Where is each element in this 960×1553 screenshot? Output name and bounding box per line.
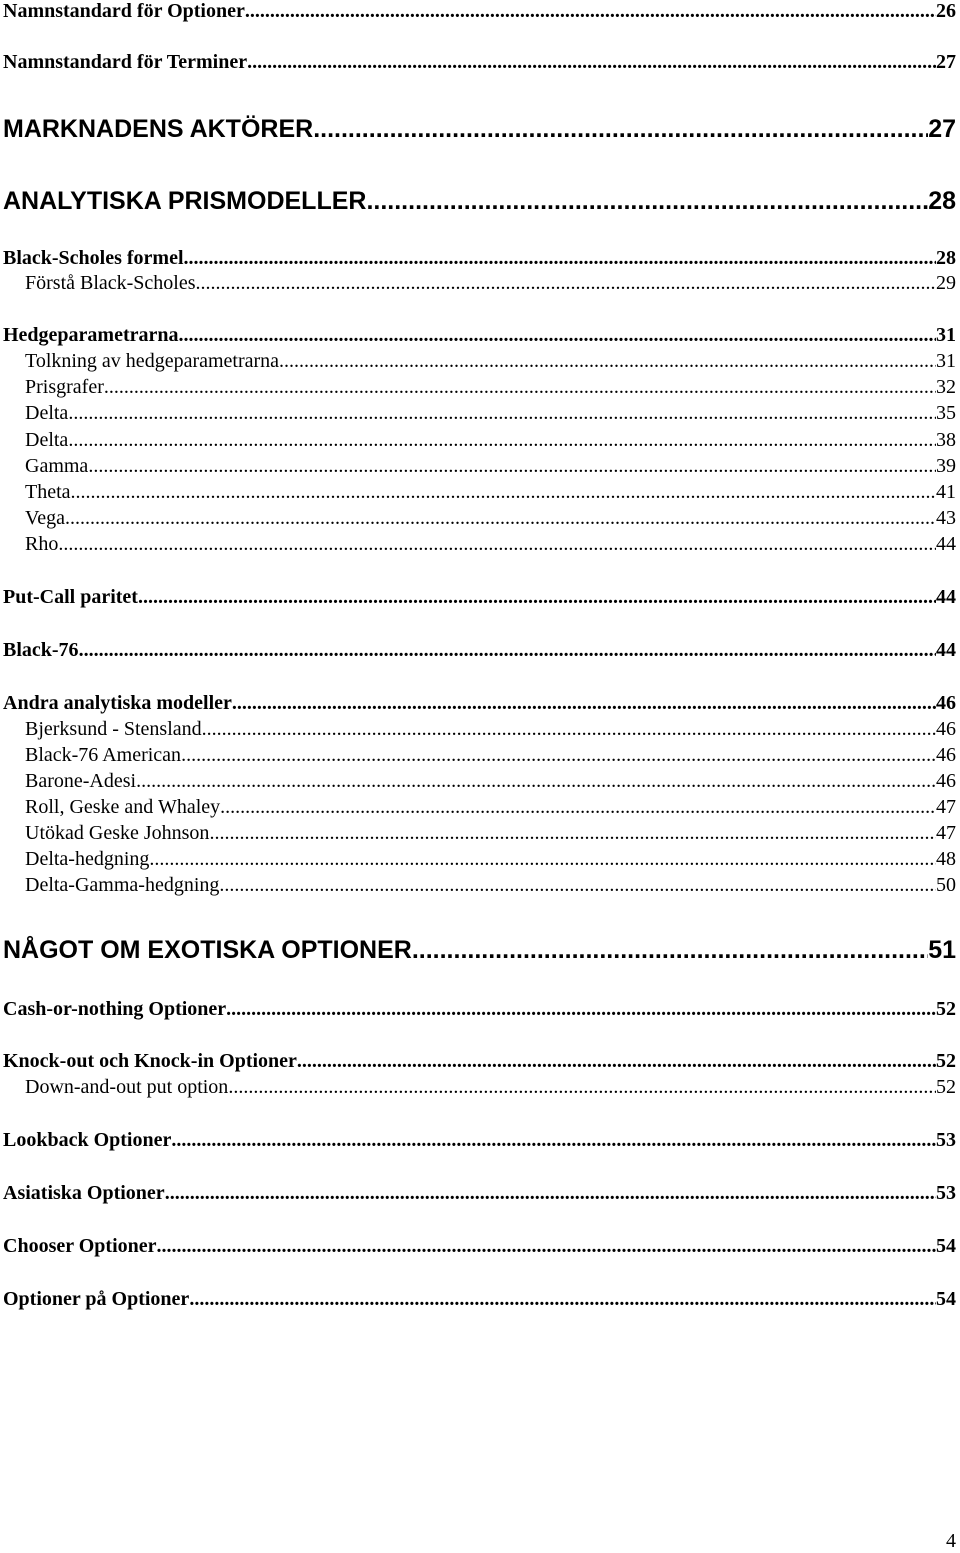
- dot-leader: [247, 51, 936, 74]
- dot-leader: [313, 115, 928, 144]
- toc-entry-page: 46: [936, 692, 956, 714]
- toc-entry-page: 51: [928, 936, 956, 964]
- toc-entry-label: Prisgrafer: [25, 376, 104, 398]
- toc-entry-label: Rho: [25, 533, 59, 555]
- toc-entry[interactable]: [3, 187, 956, 216]
- dot-leader: [279, 350, 936, 373]
- dot-leader: [79, 639, 936, 662]
- dot-leader: [232, 692, 936, 715]
- dot-leader: [196, 272, 936, 295]
- dot-leader: [171, 1129, 936, 1152]
- dot-leader: [412, 936, 928, 965]
- toc-entry-label: Andra analytiska modeller: [3, 692, 232, 714]
- dot-leader: [228, 1076, 936, 1099]
- toc-entry-page: 41: [936, 481, 956, 503]
- toc-entry-page: 54: [936, 1235, 956, 1257]
- dot-leader: [226, 998, 936, 1021]
- toc-entry-label: Theta: [25, 481, 71, 503]
- toc-entry[interactable]: [3, 533, 956, 556]
- toc-entry-page: 31: [936, 350, 956, 372]
- toc-entry[interactable]: [3, 247, 956, 270]
- toc-entry[interactable]: [3, 874, 956, 897]
- toc-entry[interactable]: [3, 324, 956, 347]
- toc-entry-page: 47: [936, 796, 956, 818]
- toc-entry-page: 46: [936, 770, 956, 792]
- toc-entry-label: Namnstandard för Terminer: [3, 51, 248, 73]
- toc-entry-label: Optioner på Optioner: [3, 1288, 190, 1310]
- toc-entry-label: Asiatiska Optioner: [3, 1182, 165, 1204]
- dot-leader: [209, 822, 936, 845]
- toc-entry[interactable]: [3, 1129, 956, 1152]
- toc-entry[interactable]: [3, 770, 956, 793]
- dot-leader: [181, 744, 936, 767]
- toc-entry-page: 52: [936, 1076, 956, 1098]
- toc-entry-page: 28: [936, 247, 956, 269]
- toc-entry-page: 53: [936, 1182, 956, 1204]
- toc-entry-label: Vega: [25, 507, 65, 529]
- toc-entry-page: 46: [936, 718, 956, 740]
- toc-entry[interactable]: [3, 639, 956, 662]
- toc-entry[interactable]: [3, 796, 956, 819]
- toc-entry-label: Roll, Geske and Whaley: [25, 796, 221, 818]
- toc-entry-page: 53: [936, 1129, 956, 1151]
- toc-entry-page: 38: [936, 429, 956, 451]
- toc-entry-label: Förstå Black-Scholes: [25, 272, 196, 294]
- toc-entry-page: 29: [936, 272, 956, 294]
- toc-entry-label: Hedgeparametrarna: [3, 324, 179, 346]
- toc-entry-label: Gamma: [25, 455, 89, 477]
- toc-entry[interactable]: [3, 1050, 956, 1073]
- toc-entry-page: 52: [936, 998, 956, 1020]
- dot-leader: [58, 533, 936, 556]
- dot-leader: [165, 1182, 936, 1205]
- dot-leader: [220, 796, 936, 819]
- toc-entry-label: MARKNADENS AKTÖRER: [3, 115, 314, 143]
- toc-entry[interactable]: [3, 822, 956, 845]
- toc-entry-page: 43: [936, 507, 956, 529]
- toc-entry-label: Black-76: [3, 639, 79, 661]
- toc-entry[interactable]: [3, 692, 956, 715]
- dot-leader: [149, 848, 936, 871]
- toc-entry-label: Black-76 American: [25, 744, 182, 766]
- toc-entry-label: Delta: [25, 402, 69, 424]
- dot-leader: [179, 324, 936, 347]
- toc-entry-label: Namnstandard för Optioner: [3, 0, 245, 22]
- toc-entry-label: Delta: [25, 429, 69, 451]
- toc-entry-page: 44: [936, 639, 956, 661]
- toc-entry-page: 28: [928, 187, 956, 215]
- dot-leader: [136, 770, 936, 793]
- toc-entry-page: 39: [936, 455, 956, 477]
- toc-entry[interactable]: [3, 455, 956, 478]
- toc-entry[interactable]: [3, 1182, 956, 1205]
- toc-entry-page: 27: [928, 115, 956, 143]
- dot-leader: [366, 187, 928, 216]
- toc-entry-label: Put-Call paritet: [3, 586, 138, 608]
- toc-entry-page: 31: [936, 324, 956, 346]
- toc-entry[interactable]: [3, 272, 956, 295]
- toc-entry[interactable]: [3, 115, 956, 144]
- toc-entry[interactable]: [3, 1235, 956, 1258]
- toc-entry-page: 26: [936, 0, 956, 22]
- toc-entry-label: Down-and-out put option: [25, 1076, 229, 1098]
- toc-entry[interactable]: [3, 998, 956, 1021]
- toc-entry-page: 46: [936, 744, 956, 766]
- toc-entry[interactable]: [3, 1288, 956, 1311]
- toc-entry[interactable]: [3, 481, 956, 504]
- toc-entry-page: 44: [936, 533, 956, 555]
- dot-leader: [245, 0, 936, 23]
- toc-entry-page: 50: [936, 874, 956, 896]
- toc-entry[interactable]: [3, 1076, 956, 1099]
- toc-entry[interactable]: [3, 402, 956, 425]
- toc-entry[interactable]: [3, 744, 956, 767]
- toc-entry[interactable]: [3, 376, 956, 399]
- toc-entry[interactable]: [3, 586, 956, 609]
- toc-entry-page: 54: [936, 1288, 956, 1310]
- dot-leader: [88, 455, 936, 478]
- toc-entry[interactable]: [3, 507, 956, 530]
- dot-leader: [138, 586, 936, 609]
- toc-entry-label: Lookback Optioner: [3, 1129, 172, 1151]
- toc-entry-label: Chooser Optioner: [3, 1235, 157, 1257]
- toc-entry-label: Cash-or-nothing Optioner: [3, 998, 227, 1020]
- toc-entry[interactable]: [3, 936, 956, 965]
- toc-entry-label: NÅGOT OM EXOTISKA OPTIONER: [3, 936, 412, 964]
- toc-entry-label: Delta-Gamma-hedgning: [25, 874, 220, 896]
- dot-leader: [68, 429, 936, 452]
- toc-entry-label: Knock-out och Knock-in Optioner: [3, 1050, 297, 1072]
- toc-entry-label: Tolkning av hedgeparametrarna: [25, 350, 280, 372]
- page-number: 4: [946, 1530, 956, 1552]
- toc-entry[interactable]: [3, 848, 956, 871]
- toc-entry-label: Barone-Adesi: [25, 770, 137, 792]
- toc-entry-page: 47: [936, 822, 956, 844]
- toc-entry-page: 32: [936, 376, 956, 398]
- toc-entry[interactable]: [3, 429, 956, 452]
- toc-entry[interactable]: [3, 718, 956, 741]
- dot-leader: [71, 481, 936, 504]
- toc-entry-label: Black-Scholes formel: [3, 247, 184, 269]
- toc-entry-label: Utökad Geske Johnson: [25, 822, 210, 844]
- toc-entry-page: 52: [936, 1050, 956, 1072]
- toc-entry[interactable]: [3, 350, 956, 373]
- toc-entry-label: Delta-hedgning: [25, 848, 150, 870]
- dot-leader: [297, 1050, 936, 1073]
- dot-leader: [219, 874, 936, 897]
- toc-entry[interactable]: [3, 51, 956, 74]
- toc-entry-page: 44: [936, 586, 956, 608]
- dot-leader: [65, 507, 936, 530]
- toc-entry-page: 48: [936, 848, 956, 870]
- dot-leader: [104, 376, 936, 399]
- toc-entry-label: ANALYTISKA PRISMODELLER: [3, 187, 367, 215]
- dot-leader: [68, 402, 936, 425]
- toc-entry-page: 35: [936, 402, 956, 424]
- dot-leader: [184, 247, 936, 270]
- toc-entry-label: Bjerksund - Stensland: [25, 718, 202, 740]
- toc-entry-page: 27: [936, 51, 956, 73]
- toc-entry[interactable]: [3, 0, 956, 23]
- dot-leader: [202, 718, 936, 741]
- dot-leader: [157, 1235, 936, 1258]
- dot-leader: [189, 1288, 936, 1311]
